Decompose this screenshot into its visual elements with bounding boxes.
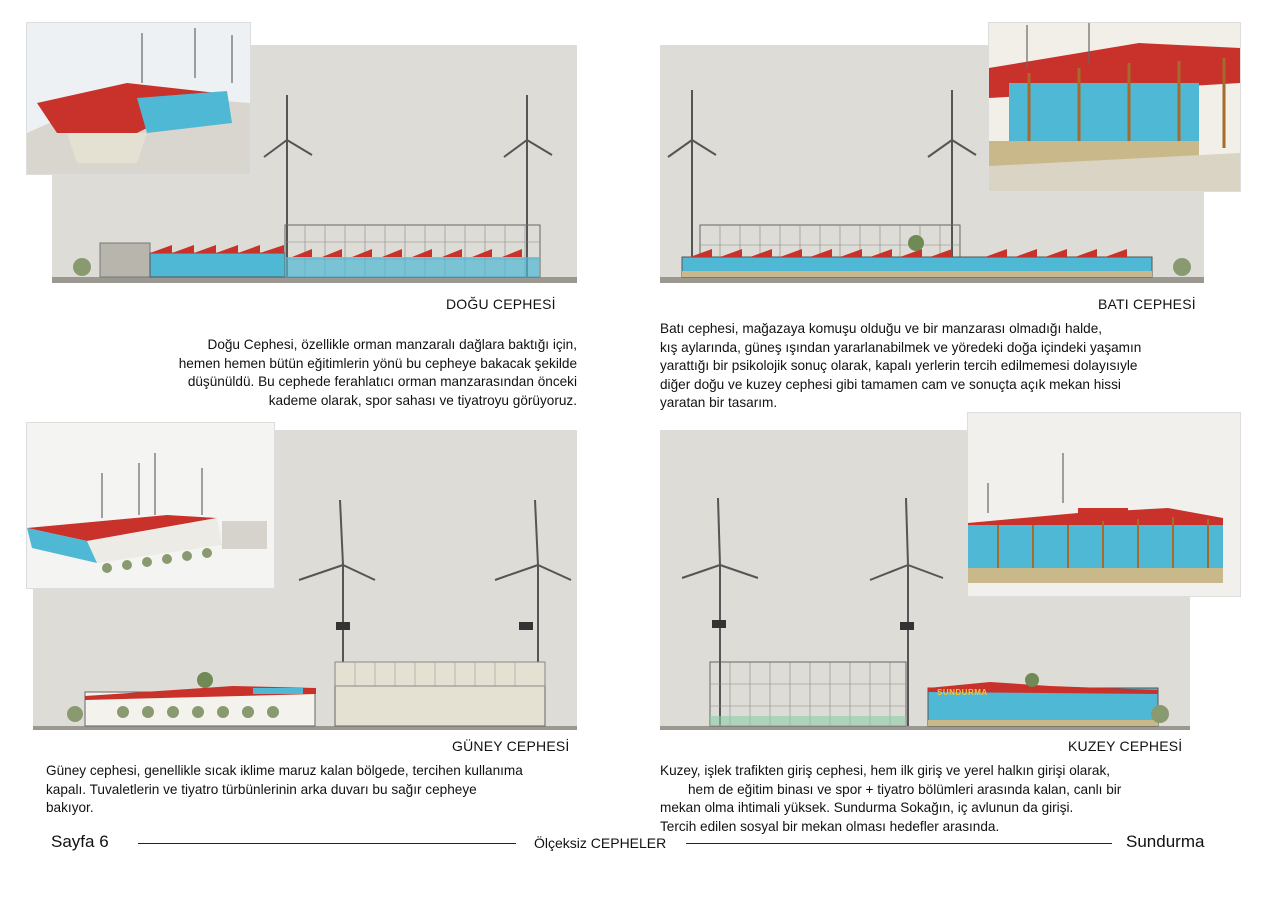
footer-rule-right: [686, 843, 1112, 844]
west-caption: BATI CEPHESİ: [1098, 296, 1196, 312]
south-description: [46, 762, 606, 818]
north-sign-label: SUNDURMA: [937, 688, 988, 697]
south-caption: GÜNEY CEPHESİ: [452, 738, 570, 754]
north-description: [660, 762, 1220, 836]
east-line: hemen hemen bütün eğitimlerin yönü bu cepheye bakacak şekilde: [178, 355, 577, 371]
west-line: kış aylarında, güneş ışından yararlanabilmek ve yöredeki doğa içindeki yaşamın: [660, 339, 1142, 355]
west-perspective-render: [988, 22, 1241, 192]
footer-rule-left: [138, 843, 516, 844]
south-line: Güney cephesi, genellikle sıcak iklime maruz kalan bölgede, tercihen kullanıma: [46, 763, 523, 778]
north-line: Kuzey, işlek trafikten giriş cephesi, hem ilk giriş ve yerel halkın girişi olarak,: [660, 763, 1111, 778]
footer-brand: Sundurma: [1126, 832, 1205, 851]
north-line: hem de eğitim binası ve spor + tiyatro bölümleri arasında kalan, canlı bir: [688, 781, 1122, 797]
west-line: Batı cephesi, mağazaya komuşu olduğu ve bir manzarası olmadığı halde,: [660, 321, 1103, 336]
south-line: bakıyor.: [46, 800, 94, 815]
east-description: [90, 336, 577, 410]
north-perspective-render: [967, 412, 1241, 597]
east-line: düşünüldü. Bu cephede ferahlatıcı orman manzarasından önceki: [187, 374, 577, 389]
west-line: diğer doğu ve kuzey cephesi gibi tamamen cam ve sonuçta açık mekan hissi: [660, 376, 1121, 392]
north-line: Tercih edilen sosyal bir mekan olması hedefler arasında.: [660, 818, 1000, 834]
west-description: [660, 320, 1220, 413]
west-line: yarattığı bir psikolojik sonuç olarak, kapalı yerlerin tercih edilmemesi dolayısıyle: [660, 358, 1138, 373]
north-line: mekan olma ihtimali yüksek. Sundurma Sokağın, iç avlunun da girişi.: [660, 800, 1074, 815]
south-line: kapalı. Tuvaletlerin ve tiyatro türbünlerinin arka duvarı bu sağır cepheye: [46, 781, 477, 797]
east-caption: DOĞU CEPHESİ: [446, 296, 556, 312]
west-line: yaratan bir tasarım.: [660, 395, 778, 410]
footer-title: Ölçeksiz CEPHELER: [534, 835, 667, 851]
east-line: Doğu Cephesi, özellikle orman manzaralı dağlara baktığı için,: [207, 337, 577, 352]
north-caption: KUZEY CEPHESİ: [1068, 738, 1183, 754]
east-line: kademe olarak, spor sahası ve tiyatroyu görüyoruz.: [268, 392, 577, 408]
south-perspective-render: [26, 422, 275, 589]
page-number: Sayfa 6: [51, 832, 109, 851]
east-perspective-render: [26, 22, 251, 175]
